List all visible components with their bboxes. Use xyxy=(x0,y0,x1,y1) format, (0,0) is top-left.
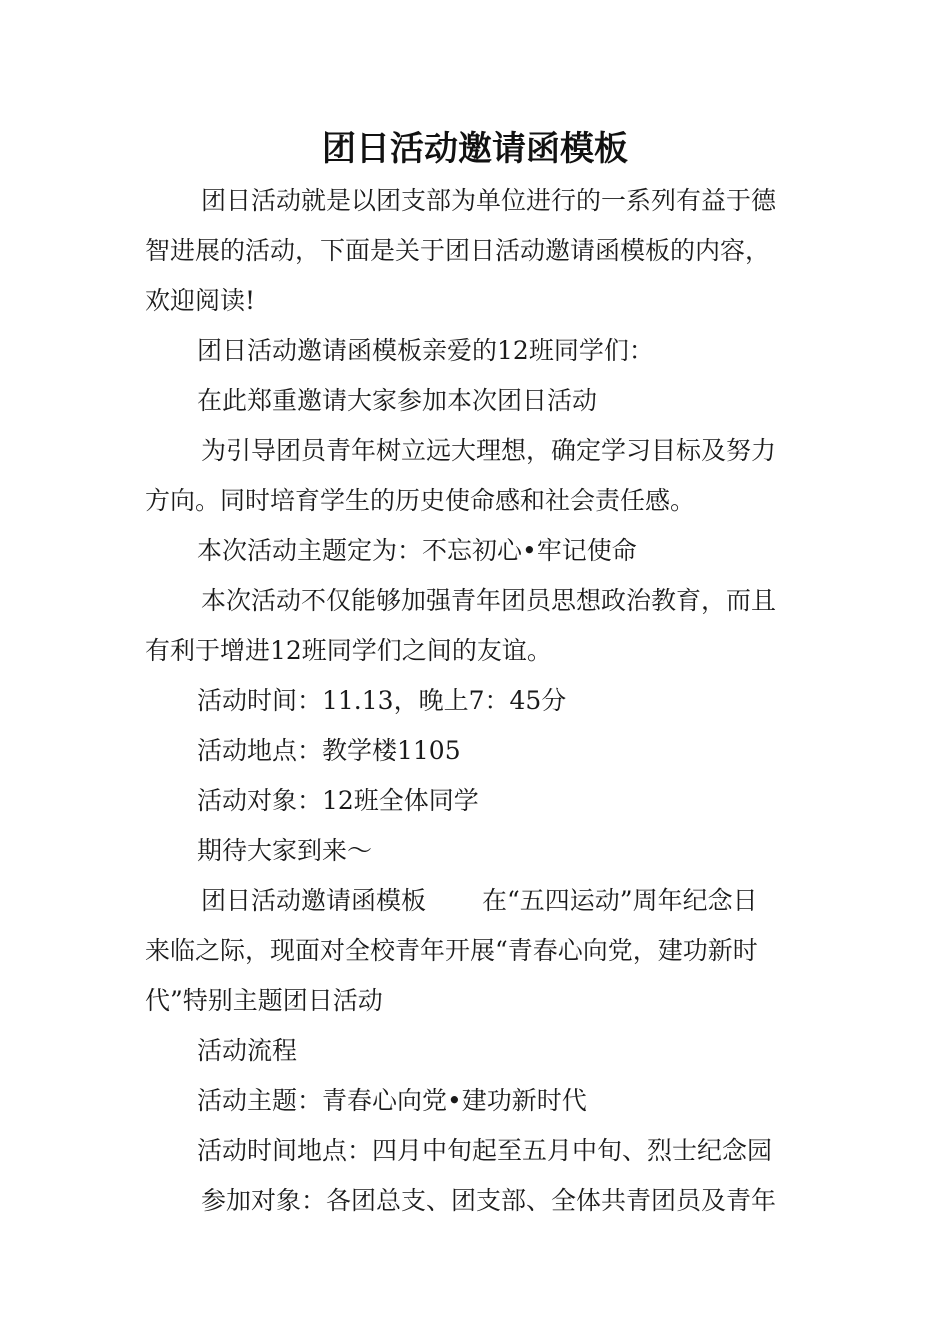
document-title: 团日活动邀请函模板 xyxy=(322,129,628,169)
paragraph-line: 欢迎阅读! xyxy=(145,286,256,315)
paragraph-line: 活动时间地点：四月中旬起至五月中旬、烈士纪念园 xyxy=(197,1136,773,1165)
paragraph-text: 在“五四运动”周年纪念日 xyxy=(482,886,758,915)
paragraph-line: 代”特别主题团日活动 xyxy=(145,986,383,1015)
paragraph-line: 活动主题：青春心向党•建功新时代 xyxy=(197,1086,587,1115)
paragraph-line: 活动对象：12班全体同学 xyxy=(197,786,479,815)
paragraph-line: 本次活动主题定为：不忘初心•牢记使命 xyxy=(197,536,637,565)
paragraph-line: 为引导团员青年树立远大理想，确定学习目标及努力 xyxy=(201,436,777,465)
paragraph-line: 有利于增进12班同学们之间的友谊。 xyxy=(145,636,552,665)
paragraph-line: 团日活动邀请函模板亲爱的12班同学们： xyxy=(197,336,654,365)
section-heading: 团日活动邀请函模板 xyxy=(201,886,427,915)
paragraph-line: 智进展的活动，下面是关于团日活动邀请函模板的内容， xyxy=(145,236,771,265)
paragraph-line: 方向。同时培育学生的历史使命感和社会责任感。 xyxy=(145,486,696,515)
paragraph-line: 团日活动就是以团支部为单位进行的一系列有益于德 xyxy=(201,186,777,215)
paragraph-line: 在此郑重邀请大家参加本次团日活动 xyxy=(197,386,598,415)
document-body xyxy=(145,176,809,1226)
paragraph-line: 活动时间：11.13，晚上7：45分 xyxy=(197,686,567,715)
paragraph-line: 期待大家到来～ xyxy=(197,836,373,865)
paragraph-line: 参加对象：各团总支、团支部、全体共青团员及青年 xyxy=(201,1186,777,1215)
paragraph-line: 本次活动不仅能够加强青年团员思想政治教育，而且 xyxy=(201,586,777,615)
paragraph-line: 活动地点：教学楼1105 xyxy=(197,736,461,765)
paragraph-line: 活动流程 xyxy=(197,1036,298,1065)
paragraph-line xyxy=(145,876,809,926)
paragraph-line: 来临之际，现面对全校青年开展“青春心向党，建功新时 xyxy=(145,936,758,965)
